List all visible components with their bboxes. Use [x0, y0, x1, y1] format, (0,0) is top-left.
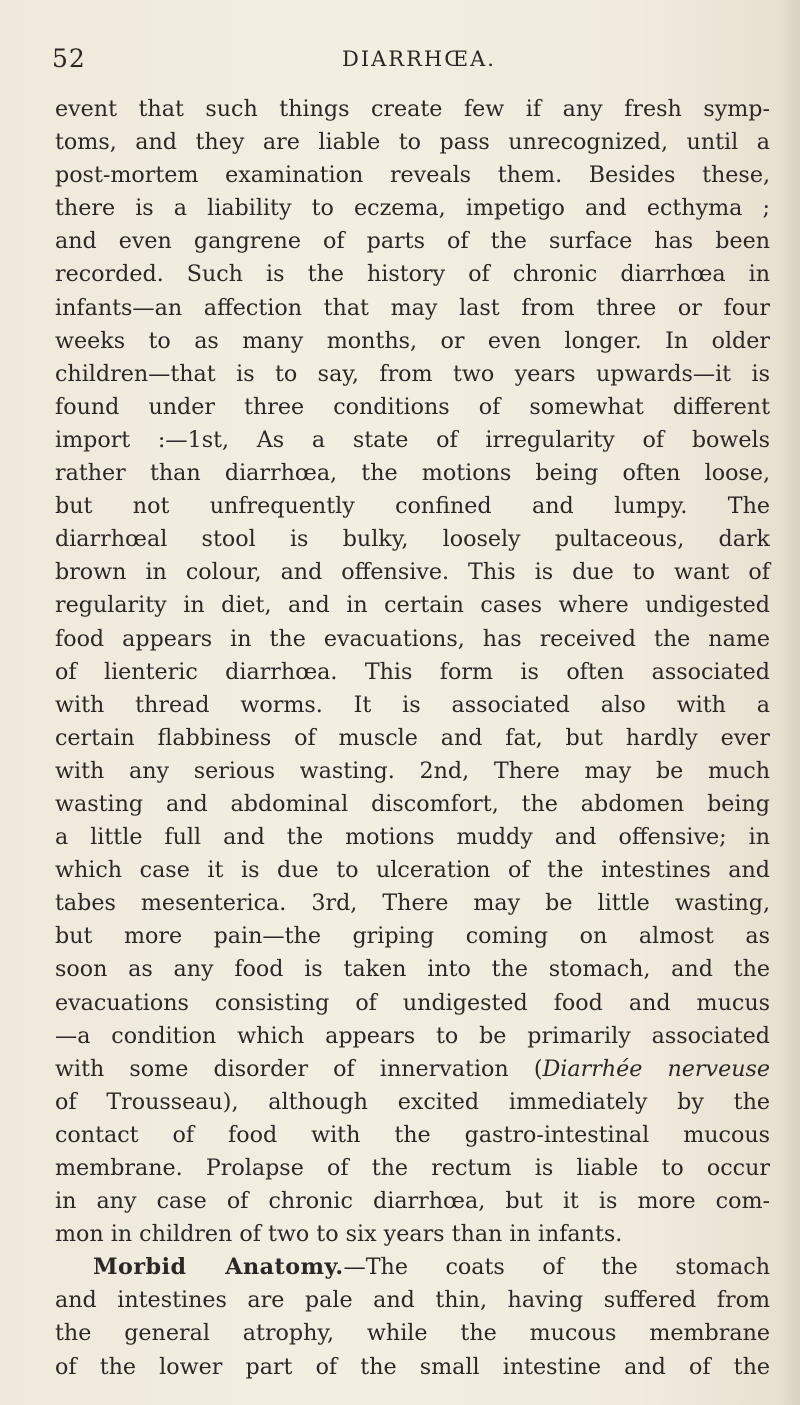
text-line: children—that is to say, from two years upwards—it is [55, 360, 770, 387]
text-line: of Trousseau), although excited immediately by the [55, 1088, 770, 1115]
text-line: membrane. Prolapse of the rectum is liable to occur [55, 1155, 770, 1181]
text-line: certain flabbiness of muscle and fat, but hardly ever [55, 724, 770, 751]
text-line: the general atrophy, while the mucous membrane [55, 1320, 770, 1347]
page-number: 52 [52, 44, 86, 73]
section-start-line [55, 1251, 770, 1284]
text-line: of lienteric diarrhœa. This form is often associated [55, 658, 770, 685]
text-line: brown in colour, and offensive. This is due to want of [55, 559, 770, 586]
running-head [0, 44, 800, 84]
text-line: but not unfrequently confined and lumpy. The [55, 493, 770, 520]
text-line: —a condition which appears to be primarily associated [55, 1022, 770, 1049]
text-line: regularity in diet, and in certain cases where undigested [55, 592, 770, 619]
text-line: diarrhœal stool is bulky, loosely pultaceous, dark [55, 526, 770, 553]
text-line: event that such things create few if any fresh symp- [55, 96, 770, 122]
text-run: with some disorder of innervation ( [55, 1055, 543, 1082]
text-line: wasting and abdominal discomfort, the abdomen being [55, 790, 770, 817]
text-line: of the lower part of the small intestine and of the [55, 1353, 770, 1380]
text-line: import :—1st, As a state of irregularity of bowels [55, 426, 770, 453]
page-edge-shadow [778, 0, 800, 1405]
text-line: soon as any food is taken into the stomach, and the [55, 956, 770, 983]
text-line: a little full and the motions muddy and offensive; in [55, 824, 770, 851]
text-line: mon in children of two to six years than in infants. [55, 1221, 623, 1248]
text-line: recorded. Such is the history of chronic diarrhœa in [55, 261, 770, 288]
text-line: in any case of chronic diarrhœa, but it is more com- [55, 1188, 770, 1215]
text-line: infants—an affection that may last from three or four [55, 294, 770, 321]
text-line: food appears in the evacuations, has received the name [55, 625, 770, 652]
text-line: with thread worms. It is associated also with a [55, 691, 770, 718]
text-line: contact of food with the gastro-intestinal mucous [55, 1121, 770, 1148]
text-line: toms, and they are liable to pass unrecognized, until a [55, 129, 770, 156]
text-line: which case it is due to ulceration of the intestines and [55, 857, 770, 884]
text-run: —The coats of the stomach [343, 1254, 771, 1281]
text-line-with-italic [55, 1053, 770, 1086]
text-line: but more pain—the griping coming on almost as [55, 923, 770, 950]
text-line: found under three conditions of somewhat different [55, 393, 770, 420]
text-line: post-mortem examination reveals them. Besides these, [55, 162, 770, 189]
body-text [55, 93, 770, 1384]
italic-term: Diarrhée nerveuse [542, 1055, 770, 1082]
text-line: and even gangrene of parts of the surface has been [55, 228, 770, 255]
text-line: there is a liability to eczema, impetigo and ecthyma ; [55, 195, 770, 222]
running-head-title: DIARRHŒA. [342, 47, 496, 71]
section-heading-morbid-anatomy: Morbid Anatomy. [93, 1254, 344, 1281]
text-line: weeks to as many months, or even longer. In older [55, 327, 770, 354]
text-line: evacuations consisting of undigested food and mucus [55, 989, 770, 1016]
text-line: tabes mesenterica. 3rd, There may be little wasting, [55, 890, 770, 917]
text-line: and intestines are pale and thin, having suffered from [55, 1287, 770, 1314]
text-line: with any serious wasting. 2nd, There may be much [55, 757, 770, 784]
text-line: rather than diarrhœa, the motions being often loose, [55, 460, 770, 487]
